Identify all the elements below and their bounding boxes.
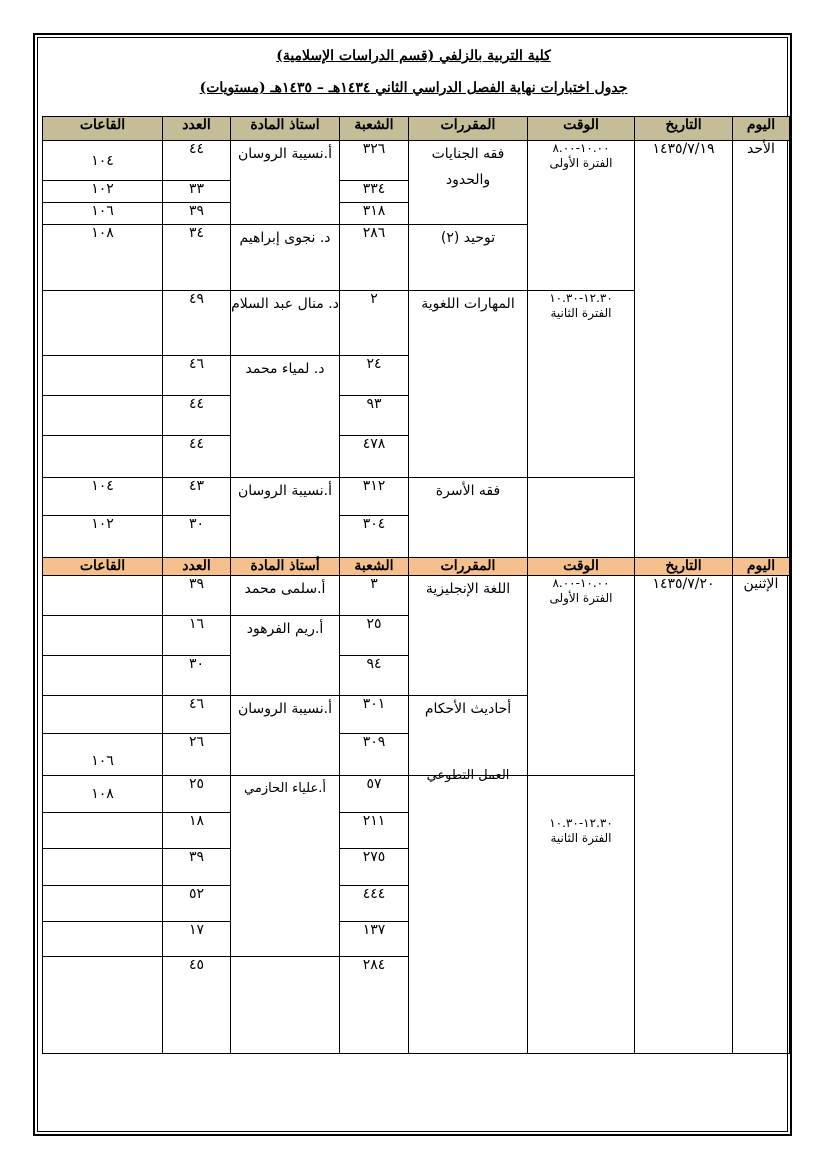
- col-courses: المقررات: [409, 558, 528, 576]
- count-cell: ٤٦: [163, 356, 231, 396]
- section-cell: ٣١٢: [340, 478, 409, 516]
- time-range: ١٢.٣٠-١٠.٣٠: [549, 291, 613, 305]
- time-cell: [528, 776, 635, 1054]
- period-label: الفترة الأولى: [549, 591, 613, 605]
- hall-cell: [43, 616, 163, 656]
- hall-cell: [43, 957, 163, 1054]
- hall-cell: ١٠٦: [43, 203, 163, 225]
- count-cell: ٣٣: [163, 181, 231, 203]
- day-cell: الأحد: [733, 141, 790, 558]
- section-cell: ٣: [340, 576, 409, 616]
- count-cell: ١٨: [163, 813, 231, 849]
- count-cell: ٤٥: [163, 957, 231, 1054]
- count-cell: ٤٣: [163, 478, 231, 516]
- exam-schedule-table: [42, 116, 790, 1054]
- section-cell: ٢٨٤: [340, 957, 409, 1054]
- time-cell: [528, 141, 635, 291]
- course-cell: أحاديث الأحكام: [409, 696, 528, 776]
- header-row-2: [43, 558, 790, 576]
- col-day: اليوم: [733, 117, 790, 141]
- period-label: الفترة الثانية: [550, 306, 612, 320]
- hall-cell: ١٠٢: [43, 181, 163, 203]
- time-range: ١٢.٣٠-١٠.٣٠: [549, 816, 613, 830]
- schedule-title: جدول اختبارات نهاية الفصل الدراسي الثاني ١٤٣٤هـ – ١٤٣٥هـ (مستويات): [199, 80, 628, 96]
- section-cell: ٢: [340, 291, 409, 356]
- period-label: الفترة الثانية: [550, 831, 612, 845]
- hall-cell: [43, 656, 163, 696]
- course-cell: توحيد (٢): [409, 225, 528, 291]
- time-cell: [528, 291, 635, 478]
- section-cell: ٣٠٩: [340, 734, 409, 776]
- teacher-cell: أ.نسيبة الروسان: [231, 141, 340, 225]
- count-cell: ٤٤: [163, 436, 231, 478]
- course-cell: اللغة الإنجليزية: [409, 576, 528, 696]
- count-cell: ٣٩: [163, 576, 231, 616]
- teacher-cell-empty: [231, 957, 340, 1054]
- course-name: العمل التطوعي: [426, 768, 510, 783]
- college-title: كلية التربية بالزلفي (قسم الدراسات الإسلامية): [276, 48, 551, 64]
- col-teacher: أستاذ المادة: [231, 558, 340, 576]
- hall-cell: [43, 356, 163, 396]
- teacher-cell: أ.نسيبة الروسان: [231, 478, 340, 558]
- count-cell: ٣٩: [163, 203, 231, 225]
- time-range: ١٠.٠٠-٨.٠٠: [552, 576, 610, 590]
- col-date: التاريخ: [635, 558, 733, 576]
- section-cell: ٣٠٤: [340, 516, 409, 558]
- count-cell: ٤٤: [163, 141, 231, 181]
- table-row: [43, 141, 790, 181]
- course-cell: فقه الجنايات والحدود: [409, 141, 528, 225]
- course-cell: [409, 768, 528, 1054]
- hall-cell: [43, 396, 163, 436]
- teacher-cell: أ.نسيبة الروسان: [231, 696, 340, 776]
- col-day: اليوم: [733, 558, 790, 576]
- count-cell: ٥٢: [163, 886, 231, 922]
- table-row: [43, 576, 790, 616]
- section-cell: ٣٠١: [340, 696, 409, 734]
- count-cell: ٣٤: [163, 225, 231, 291]
- col-halls: القاعات: [43, 117, 163, 141]
- section-cell: ٥٧: [340, 776, 409, 813]
- section-cell: ٤٤٤: [340, 886, 409, 922]
- date-cell: ١٤٣٥/٧/٢٠: [635, 576, 733, 1054]
- hall-cell: ١٠٢: [43, 516, 163, 558]
- hall-cell: [43, 886, 163, 922]
- col-teacher: استاذ المادة: [231, 117, 340, 141]
- col-time: الوقت: [528, 117, 635, 141]
- col-section: الشعبة: [340, 558, 409, 576]
- section-cell: ٢٤: [340, 356, 409, 396]
- section-cell: ٣١٨: [340, 203, 409, 225]
- hall-cell: [43, 813, 163, 849]
- hall-cell: ١٠٤: [43, 141, 163, 181]
- section-cell: ١٣٧: [340, 922, 409, 957]
- section-cell: ٩٣: [340, 396, 409, 436]
- count-cell: ٣٩: [163, 849, 231, 886]
- count-cell: ١٦: [163, 616, 231, 656]
- hall-cell: ١٠٦: [43, 734, 163, 776]
- section-cell: ٤٧٨: [340, 436, 409, 478]
- period-label: الفترة الأولى: [549, 156, 613, 170]
- col-time: الوقت: [528, 558, 635, 576]
- col-count: العدد: [163, 117, 231, 141]
- col-count: العدد: [163, 558, 231, 576]
- count-cell: ٣٠: [163, 656, 231, 696]
- time-cell-empty: [528, 478, 635, 558]
- day-cell: الإثنين: [733, 576, 790, 1054]
- teacher-cell: أ.سلمى محمد: [231, 576, 340, 616]
- count-cell: ٤٩: [163, 291, 231, 356]
- hall-cell: ١٠٨: [43, 225, 163, 291]
- section-cell: ٢٧٥: [340, 849, 409, 886]
- col-section: الشعبة: [340, 117, 409, 141]
- count-cell: ٤٦: [163, 696, 231, 734]
- teacher-cell: أ.علياء الحازمي: [231, 776, 340, 957]
- hall-cell: [43, 291, 163, 356]
- teacher-cell: د. منال عبد السلام: [231, 291, 340, 356]
- teacher-cell: د. نجوى إبراهيم: [231, 225, 340, 291]
- course-cell: فقه الأسرة: [409, 478, 528, 558]
- section-cell: ٩٤: [340, 656, 409, 696]
- section-cell: ٢٨٦: [340, 225, 409, 291]
- date-cell: ١٤٣٥/٧/١٩: [635, 141, 733, 558]
- header-row: [43, 117, 790, 141]
- count-cell: ٢٦: [163, 734, 231, 776]
- hall-cell: [43, 922, 163, 957]
- section-cell: ٣٢٦: [340, 141, 409, 181]
- time-cell: [528, 576, 635, 776]
- hall-cell: ١٠٤: [43, 478, 163, 516]
- hall-cell: ١٠٨: [43, 776, 163, 813]
- count-cell: ١٧: [163, 922, 231, 957]
- section-cell: ٢١١: [340, 813, 409, 849]
- col-courses: المقررات: [409, 117, 528, 141]
- teacher-cell: د. لمياء محمد: [231, 356, 340, 478]
- col-date: التاريخ: [635, 117, 733, 141]
- teacher-cell: أ.ريم الفرهود: [231, 616, 340, 696]
- hall-cell: [43, 576, 163, 616]
- hall-cell: [43, 696, 163, 734]
- count-cell: ٤٤: [163, 396, 231, 436]
- hall-cell: [43, 849, 163, 886]
- hall-cell: [43, 436, 163, 478]
- section-cell: ٢٥: [340, 616, 409, 656]
- count-cell: ٢٥: [163, 776, 231, 813]
- col-halls: القاعات: [43, 558, 163, 576]
- count-cell: ٣٠: [163, 516, 231, 558]
- course-cell: المهارات اللغوية: [409, 291, 528, 478]
- section-cell: ٣٣٤: [340, 181, 409, 203]
- time-range: ١٠.٠٠-٨.٠٠: [552, 141, 610, 155]
